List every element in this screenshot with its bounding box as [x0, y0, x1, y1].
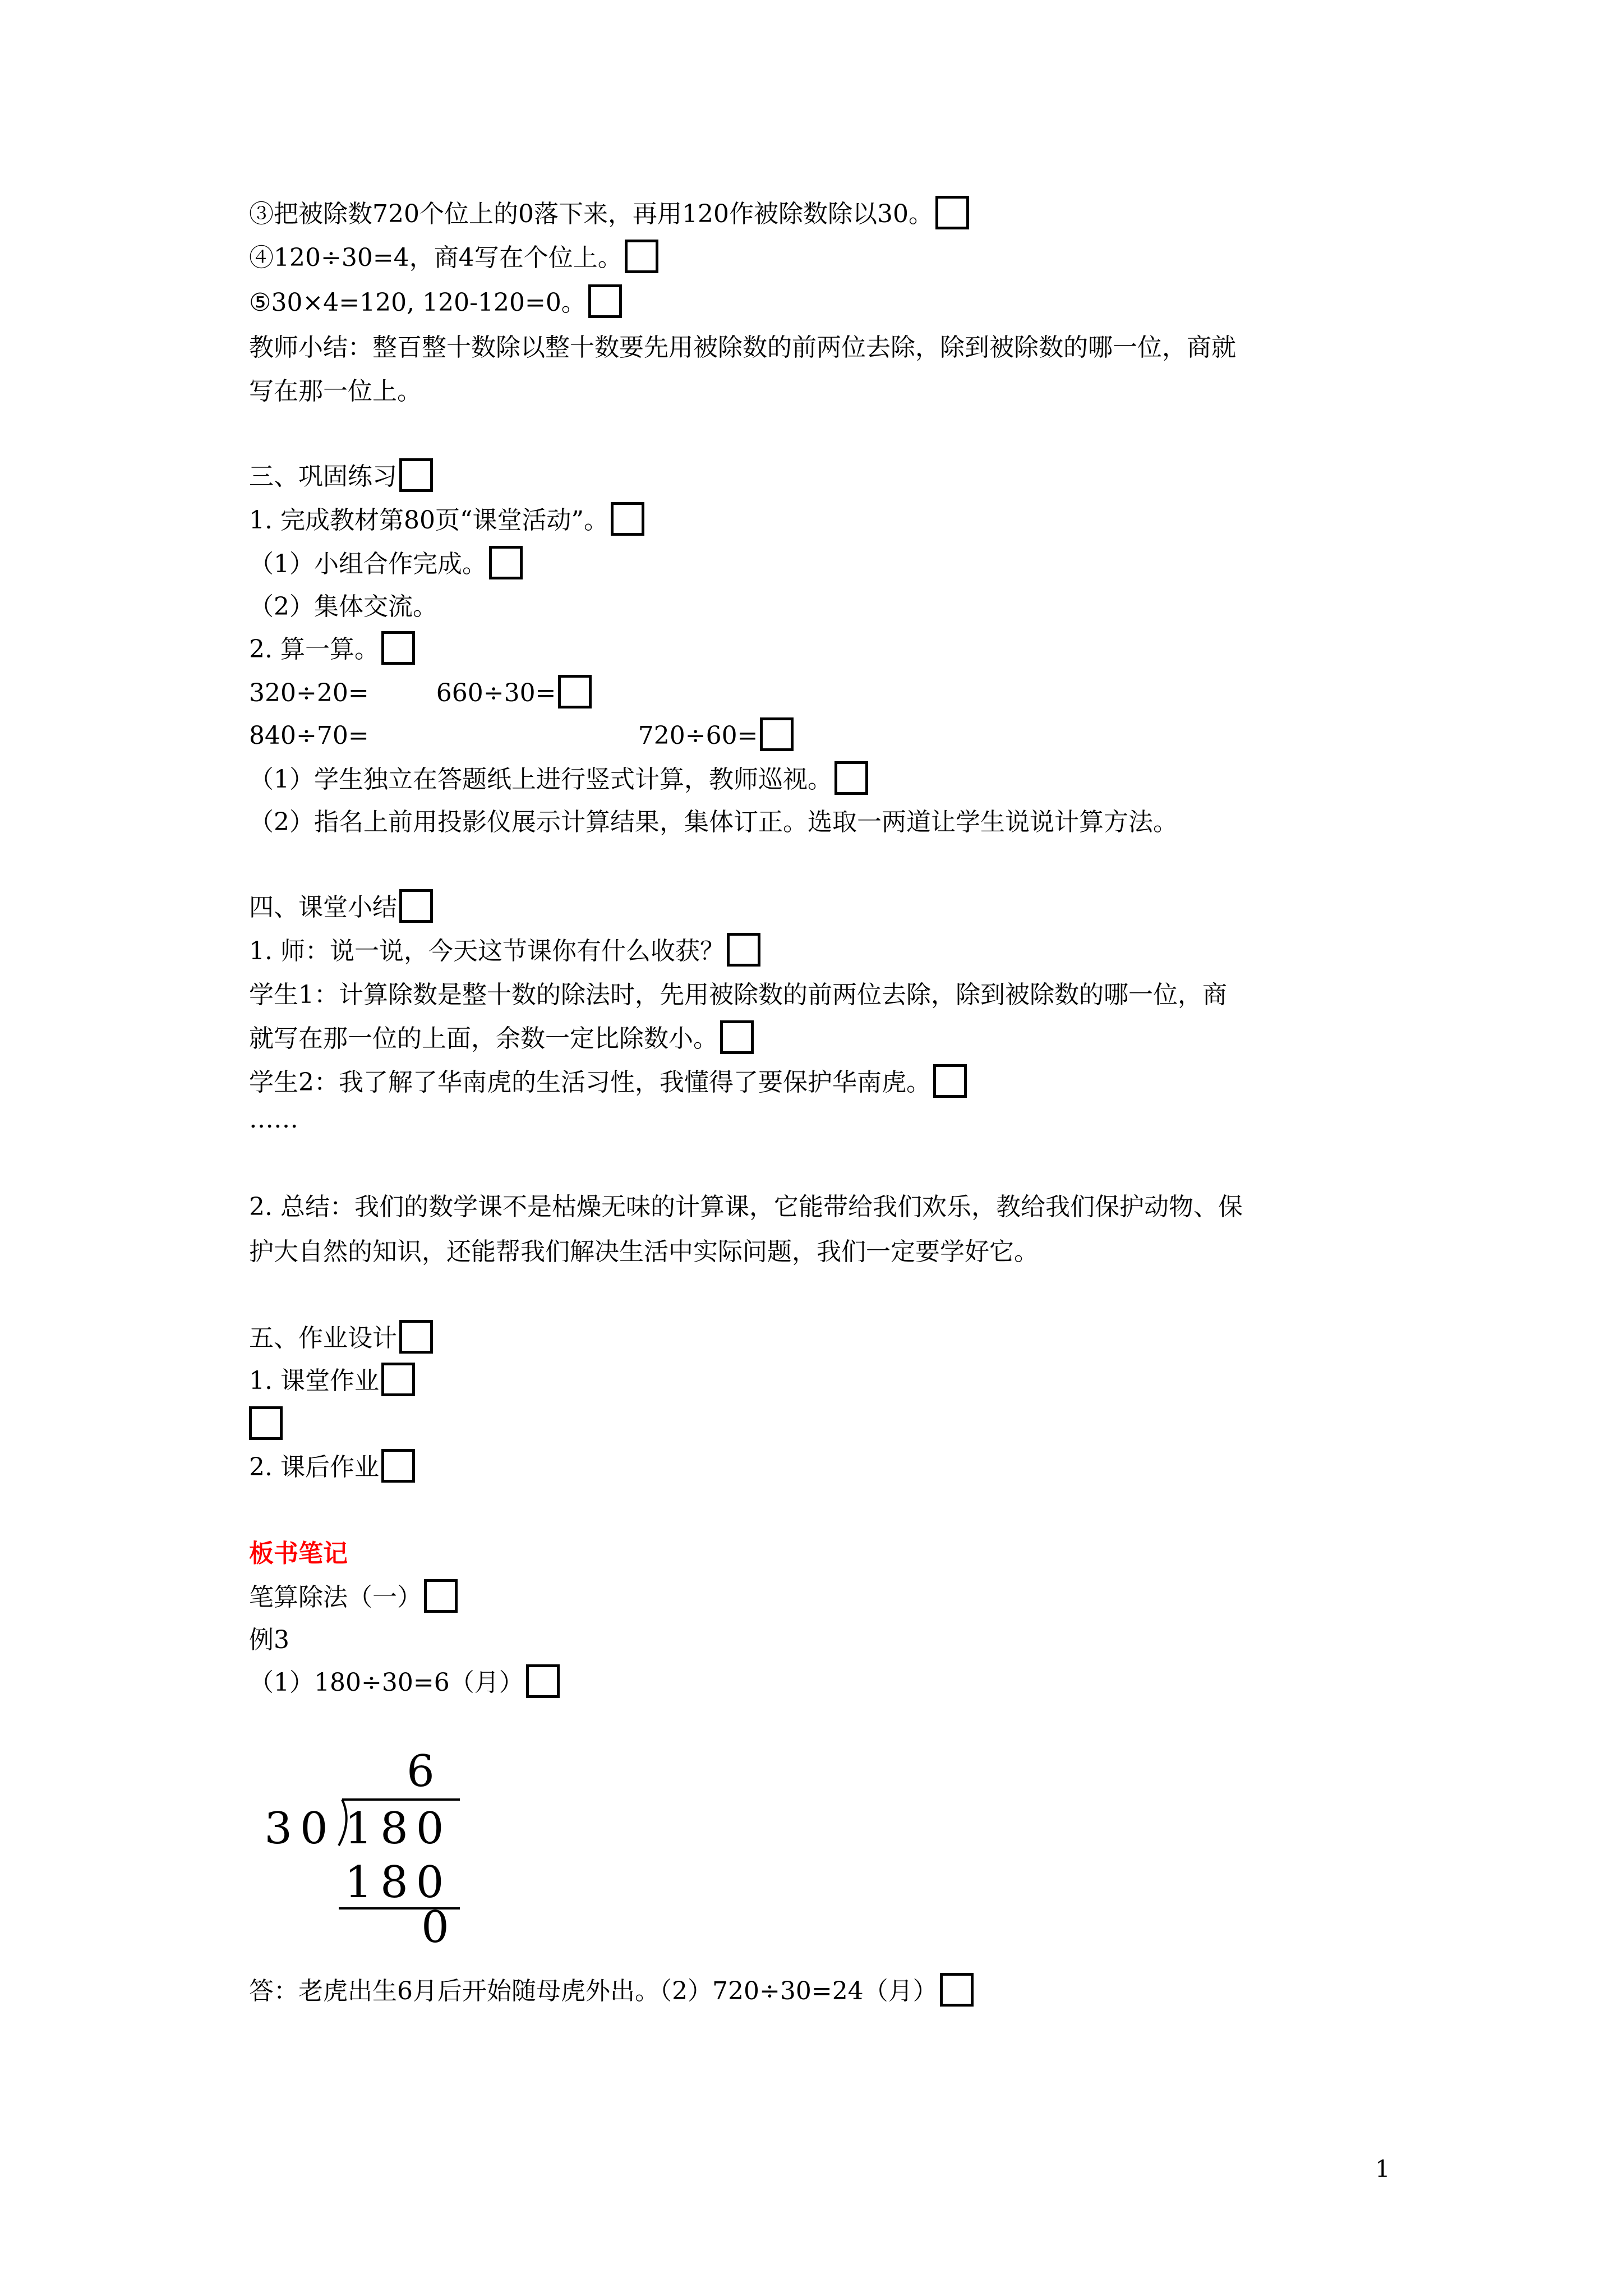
practice-item-1-1-text: （1）小组合作完成。 [249, 550, 487, 578]
step-4 [249, 241, 658, 277]
example-answer [249, 1975, 974, 2010]
empty-checkbox[interactable] [424, 1579, 458, 1613]
empty-checkbox[interactable] [381, 1449, 415, 1483]
student-1-answer-line-1: 学生1：计算除数是整十数的除法时，先用被除数的前两位去除，除到被除数的哪一位，商 [249, 981, 1227, 1009]
student-1-answer-line-2 [249, 1022, 754, 1057]
calc-row-2 [249, 719, 794, 754]
product: 180 [344, 1857, 452, 1908]
step-3-text: ③把被除数720个位上的0落下来，再用120作被除数除以30。 [249, 200, 933, 228]
remainder: 0 [421, 1902, 449, 1947]
section-4-heading-text: 四、课堂小结 [249, 893, 397, 922]
student-2-answer-text: 学生2：我了解了华南虎的生活习性，我懂得了要保护华南虎。 [249, 1068, 931, 1097]
homework [249, 1451, 415, 1486]
practice-item-1 [249, 504, 644, 539]
empty-checkbox[interactable] [399, 889, 433, 923]
student-2-answer [249, 1066, 967, 1101]
classwork [249, 1364, 415, 1400]
empty-checkbox[interactable] [625, 240, 658, 273]
empty-checkbox[interactable] [558, 675, 592, 708]
summary-question-text: 1. 师：说一说，今天这节课你有什么收获？ [249, 937, 725, 965]
example-equation-text: （1）180÷30=6（月） [249, 1668, 524, 1697]
teacher-summary-line-1: 教师小结：整百整十数除以整十数要先用被除数的前两位去除，除到被除数的哪一位，商就 [249, 333, 1236, 362]
example-answer-text: 答：老虎出生6月后开始随母虎外出。（2）720÷30=24（月） [249, 1977, 938, 2005]
empty-checkbox[interactable] [834, 761, 868, 795]
empty-checkbox[interactable] [399, 458, 433, 492]
empty-checkbox[interactable] [381, 631, 415, 665]
student-1-answer-line-2-text: 就写在那一位的上面，余数一定比除数小。 [249, 1024, 718, 1053]
practice-item-1-2: （2）集体交流。 [249, 592, 437, 621]
section-5-heading-text: 五、作业设计 [249, 1324, 397, 1352]
step-5-text: ⑤30×4=120, 120-120=0。 [249, 288, 586, 317]
standalone-box-row [249, 1408, 283, 1443]
board-title [249, 1581, 458, 1616]
long-division-diagram [264, 1745, 477, 1947]
divisor: 30 [264, 1803, 336, 1854]
ellipsis: …… [249, 1105, 298, 1134]
step-3 [249, 197, 969, 233]
calc-660-30: 660÷30= [436, 679, 556, 707]
empty-checkbox[interactable] [588, 284, 622, 318]
section-5-heading [249, 1322, 433, 1357]
practice-step-2: （2）指名上前用投影仪展示计算结果，集体订正。选取一两道让学生说说计算方法。 [249, 808, 1178, 836]
summary-question [249, 935, 760, 970]
empty-checkbox[interactable] [760, 717, 794, 751]
empty-checkbox[interactable] [526, 1664, 560, 1698]
calc-row-1 [249, 677, 592, 712]
calc-320-20: 320÷20= [249, 679, 369, 707]
quotient: 6 [407, 1746, 435, 1797]
step-4-text: ④120÷30=4，商4写在个位上。 [249, 243, 623, 272]
board-title-text: 笔算除法（一） [249, 1583, 422, 1612]
teacher-summary-line-2: 写在那一位上。 [249, 377, 422, 406]
empty-checkbox[interactable] [399, 1320, 433, 1354]
empty-checkbox[interactable] [933, 1064, 967, 1098]
empty-checkbox[interactable] [249, 1406, 283, 1440]
practice-step-1-text: （1）学生独立在答题纸上进行竖式计算，教师巡视。 [249, 765, 832, 794]
empty-checkbox[interactable] [720, 1020, 754, 1054]
practice-item-2-text: 2. 算一算。 [249, 635, 379, 664]
homework-text: 2. 课后作业 [249, 1453, 379, 1481]
step-5 [249, 286, 622, 321]
practice-item-2 [249, 633, 415, 668]
practice-item-1-1 [249, 547, 523, 583]
section-3-heading [249, 460, 433, 495]
empty-checkbox[interactable] [381, 1363, 415, 1396]
empty-checkbox[interactable] [940, 1973, 974, 2007]
practice-step-1 [249, 763, 868, 798]
calc-720-60: 720÷60= [638, 721, 758, 750]
board-notes-heading: 板书笔记 [249, 1539, 348, 1568]
section-3-heading-text: 三、巩固练习 [249, 462, 397, 491]
example-equation [249, 1666, 560, 1701]
example-label: 例3 [249, 1626, 289, 1654]
empty-checkbox[interactable] [611, 502, 644, 536]
calc-840-70: 840÷70= [249, 721, 369, 750]
empty-checkbox[interactable] [489, 546, 523, 579]
conclusion-line-1: 2. 总结：我们的数学课不是枯燥无味的计算课，它能带给我们欢乐，教给我们保护动物、保 [249, 1193, 1243, 1221]
classwork-text: 1. 课堂作业 [249, 1366, 379, 1395]
practice-item-1-text: 1. 完成教材第80页“课堂活动”。 [249, 506, 608, 535]
empty-checkbox[interactable] [727, 933, 760, 967]
conclusion-line-2: 护大自然的知识，还能帮我们解决生活中实际问题，我们一定要学好它。 [249, 1237, 1039, 1266]
section-4-heading [249, 891, 433, 926]
page-number: 1 [1375, 2155, 1390, 2183]
empty-checkbox[interactable] [935, 196, 969, 229]
dividend: 180 [344, 1803, 452, 1854]
